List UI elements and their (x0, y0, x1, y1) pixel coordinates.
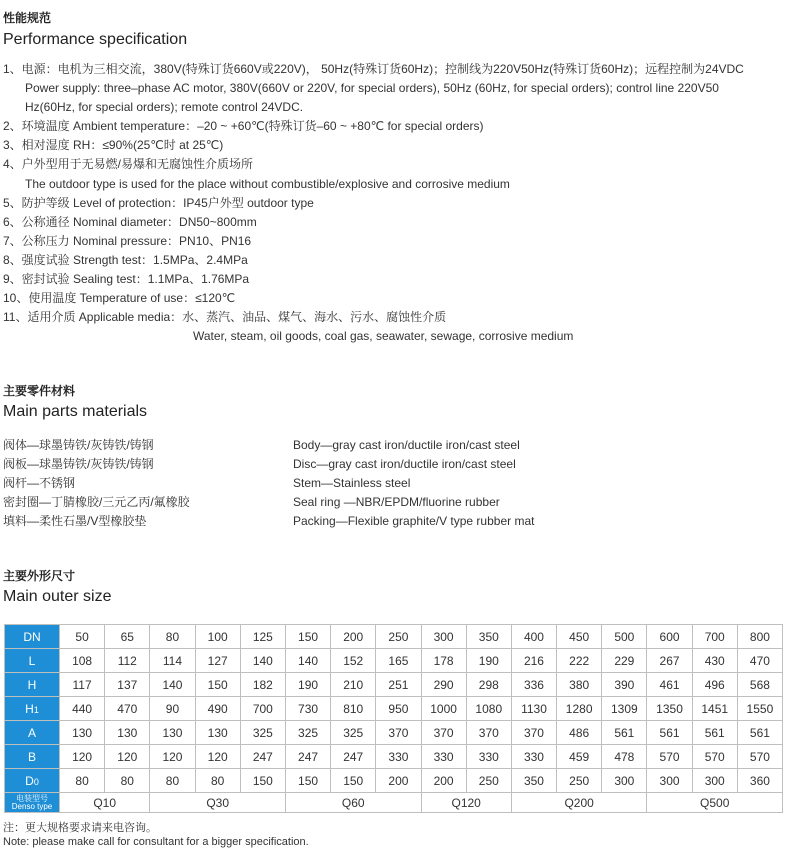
table-cell: 1350 (647, 697, 692, 721)
parts-materials-list (3, 436, 798, 531)
table-cell: 330 (421, 745, 466, 769)
table-cell: 325 (285, 721, 330, 745)
spec-line: Water, steam, oil goods, coal gas, seawater, sewage, corrosive medium (193, 329, 574, 344)
table-cell: 50 (60, 625, 105, 649)
table-cell: 90 (150, 697, 195, 721)
table-cell: 150 (331, 769, 376, 793)
table-cell: 1000 (421, 697, 466, 721)
table-cell: 390 (602, 673, 647, 697)
table-cell: 400 (511, 625, 556, 649)
table-cell: 325 (331, 721, 376, 745)
denso-type-label-en: Denso type (11, 801, 53, 811)
denso-type-label-cn: 电装型号 (16, 793, 48, 803)
table-row (5, 673, 783, 697)
parts-row (3, 512, 798, 531)
table-cell: 150 (285, 769, 330, 793)
spec-line: 3、相对湿度 RH：≤90%(25℃时 at 25℃) (3, 138, 224, 153)
table-cell: 360 (737, 769, 782, 793)
table-cell: 325 (240, 721, 285, 745)
performance-spec-list (3, 60, 798, 346)
row-header-label: H (25, 701, 34, 716)
table-cell: 65 (105, 625, 150, 649)
table-cell: 300 (692, 769, 737, 793)
table-cell: 470 (737, 649, 782, 673)
table-cell: 570 (647, 745, 692, 769)
table-cell: 496 (692, 673, 737, 697)
table-cell: 430 (692, 649, 737, 673)
table-cell: 247 (331, 745, 376, 769)
table-cell: 150 (240, 769, 285, 793)
part-name-cn: 密封圈—丁腈橡胶/三元乙丙/氟橡胶 (3, 495, 190, 509)
parts-title-en: Main parts materials (3, 403, 148, 420)
part-name-en: Stem—Stainless steel (293, 476, 411, 490)
parts-title-cn: 主要零件材料 (3, 384, 76, 398)
row-header-label: D (25, 773, 34, 788)
denso-type-header (5, 793, 60, 813)
row-header-label: B (27, 749, 36, 764)
part-name-en: Body—gray cast iron/ductile iron/cast steel (293, 438, 520, 452)
table-cell: 298 (466, 673, 511, 697)
note-cn: 注：更大规格要求请来电咨询。 (3, 822, 157, 834)
table-cell: 182 (240, 673, 285, 697)
denso-type-cell: Q500 (647, 793, 783, 813)
table-row (5, 649, 783, 673)
table-cell: 486 (557, 721, 602, 745)
table-cell: 190 (285, 673, 330, 697)
row-header (5, 745, 60, 769)
table-cell: 80 (195, 769, 240, 793)
table-cell: 200 (376, 769, 421, 793)
table-cell: 267 (647, 649, 692, 673)
table-cell: 140 (150, 673, 195, 697)
table-cell: 247 (240, 745, 285, 769)
parts-row (3, 436, 798, 455)
outer-size-title-cn: 主要外形尺寸 (3, 569, 76, 583)
table-cell: 336 (511, 673, 556, 697)
table-cell: 112 (105, 649, 150, 673)
table-cell: 1451 (692, 697, 737, 721)
parts-row (3, 493, 798, 512)
spec-line: The outdoor type is used for the place without combustible/explosive and corrosive medium (25, 176, 510, 191)
table-cell: 1080 (466, 697, 511, 721)
part-name-en: Packing—Flexible graphite/V type rubber mat (293, 514, 535, 528)
table-cell: 730 (285, 697, 330, 721)
table-cell: 570 (692, 745, 737, 769)
table-cell: 461 (647, 673, 692, 697)
table-row (5, 697, 783, 721)
table-cell: 250 (466, 769, 511, 793)
table-cell: 150 (195, 673, 240, 697)
table-cell: 140 (240, 649, 285, 673)
table-cell: 561 (692, 721, 737, 745)
row-header (5, 697, 60, 721)
table-cell: 130 (60, 721, 105, 745)
table-cell: 1550 (737, 697, 782, 721)
table-cell: 1280 (557, 697, 602, 721)
table-cell: 127 (195, 649, 240, 673)
spec-line: 2、环境温度 Ambient temperature：–20 ~ +60℃(特殊订货–60 ~ +80℃ for special orders) (3, 119, 484, 134)
table-cell: 120 (150, 745, 195, 769)
table-cell: 500 (602, 625, 647, 649)
table-cell: 125 (240, 625, 285, 649)
table-cell: 700 (240, 697, 285, 721)
table-cell: 152 (331, 649, 376, 673)
table-row (5, 745, 783, 769)
table-cell: 222 (557, 649, 602, 673)
spec-line: 4、户外型用于无易燃/易爆和无腐蚀性介质场所 (3, 157, 254, 172)
row-header-label: H (27, 677, 37, 692)
table-cell: 210 (331, 673, 376, 697)
part-name-cn: 阀杆—不锈钢 (3, 476, 76, 490)
table-cell: 130 (105, 721, 150, 745)
table-cell: 800 (737, 625, 782, 649)
table-row (5, 769, 783, 793)
spec-line: Hz(60Hz, for special orders); remote control 24VDC. (25, 100, 304, 115)
table-cell: 247 (285, 745, 330, 769)
table-cell: 370 (376, 721, 421, 745)
row-header-subscript: 1 (33, 704, 39, 715)
part-name-cn: 阀体—球墨铸铁/灰铸铁/铸钢 (3, 438, 154, 452)
table-cell: 130 (150, 721, 195, 745)
row-header-label: A (27, 725, 36, 740)
table-cell: 108 (60, 649, 105, 673)
table-cell: 370 (511, 721, 556, 745)
table-cell: 80 (60, 769, 105, 793)
denso-type-row (5, 793, 783, 813)
table-cell: 600 (647, 625, 692, 649)
spec-line: 8、强度试验 Strength test：1.5MPa、2.4MPa (3, 252, 248, 267)
part-name-cn: 阀板—球墨铸铁/灰铸铁/铸钢 (3, 457, 154, 471)
table-cell: 137 (105, 673, 150, 697)
denso-type-cell: Q30 (150, 793, 286, 813)
spec-line: 1、电源：电机为三相交流，380V(特殊订货660V或220V)， 50Hz(特殊订货60Hz)；控制线为220V50Hz(特殊订货60Hz)；远程控制为24VDC (3, 62, 744, 76)
part-name-cn: 填料—柔性石墨/V型橡胶垫 (3, 514, 147, 528)
spec-line: 5、防护等级 Level of protection：IP45户外型 outdoor type (3, 195, 314, 210)
denso-type-cell: Q120 (421, 793, 511, 813)
row-header (5, 649, 60, 673)
part-name-en: Seal ring —NBR/EPDM/fluorine rubber (293, 495, 500, 509)
row-header (5, 769, 60, 793)
table-cell: 150 (285, 625, 330, 649)
performance-title-cn: 性能规范 (3, 11, 52, 25)
table-cell: 1309 (602, 697, 647, 721)
table-cell: 80 (150, 769, 195, 793)
table-row (5, 721, 783, 745)
table-cell: 290 (421, 673, 466, 697)
row-header-label: DN (23, 629, 41, 644)
table-cell: 380 (557, 673, 602, 697)
table-cell: 490 (195, 697, 240, 721)
table-cell: 100 (195, 625, 240, 649)
spec-line: 6、公称通径 Nominal diameter：DN50~800mm (3, 214, 257, 229)
table-cell: 700 (692, 625, 737, 649)
table-cell: 250 (557, 769, 602, 793)
part-name-en: Disc—gray cast iron/ductile iron/cast steel (293, 457, 516, 471)
table-cell: 178 (421, 649, 466, 673)
table-cell: 120 (195, 745, 240, 769)
table-cell: 330 (466, 745, 511, 769)
table-cell: 568 (737, 673, 782, 697)
denso-type-cell: Q10 (60, 793, 150, 813)
parts-row (3, 474, 798, 493)
table-cell: 470 (105, 697, 150, 721)
table-cell: 130 (195, 721, 240, 745)
spec-line: 11、适用介质 Applicable media：水、蒸汽、油品、煤气、海水、污水、腐蚀性介质 (3, 310, 447, 325)
denso-type-cell: Q200 (511, 793, 647, 813)
row-header-label: L (28, 653, 36, 668)
table-cell: 190 (466, 649, 511, 673)
table-cell: 459 (557, 745, 602, 769)
note-en: Note: please make call for consultant for a bigger specification. (3, 836, 309, 848)
table-cell: 450 (557, 625, 602, 649)
table-cell: 478 (602, 745, 647, 769)
table-cell: 80 (150, 625, 195, 649)
table-cell: 440 (60, 697, 105, 721)
table-cell: 561 (647, 721, 692, 745)
table-cell: 561 (737, 721, 782, 745)
spec-line: 9、密封试验 Sealing test：1.1MPa、1.76MPa (3, 272, 250, 287)
table-cell: 370 (421, 721, 466, 745)
outer-size-title-en: Main outer size (3, 588, 112, 605)
row-header-subscript: 0 (33, 776, 39, 787)
performance-title-en: Performance specification (3, 31, 188, 48)
table-cell: 117 (60, 673, 105, 697)
table-cell: 216 (511, 649, 556, 673)
table-cell: 1130 (511, 697, 556, 721)
table-cell: 300 (602, 769, 647, 793)
spec-line: Power supply: three–phase AC motor, 380V(660V or 220V, for special orders), 50Hz (60Hz, for special orders); control line 220V50 (25, 81, 719, 96)
table-cell: 250 (376, 625, 421, 649)
table-cell: 330 (376, 745, 421, 769)
table-cell: 810 (331, 697, 376, 721)
spec-line: 7、公称压力 Nominal pressure：PN10、PN16 (3, 233, 252, 248)
parts-row (3, 455, 798, 474)
spec-line: 10、使用温度 Temperature of use：≤120℃ (3, 291, 236, 306)
table-cell: 950 (376, 697, 421, 721)
table-cell: 165 (376, 649, 421, 673)
table-cell: 200 (421, 769, 466, 793)
outer-size-table (4, 624, 783, 813)
table-cell: 300 (647, 769, 692, 793)
table-cell: 251 (376, 673, 421, 697)
table-cell: 120 (60, 745, 105, 769)
table-cell: 350 (511, 769, 556, 793)
table-cell: 370 (466, 721, 511, 745)
table-cell: 120 (105, 745, 150, 769)
table-cell: 80 (105, 769, 150, 793)
table-cell: 200 (331, 625, 376, 649)
table-cell: 300 (421, 625, 466, 649)
denso-type-cell: Q60 (285, 793, 421, 813)
row-header (5, 625, 60, 649)
table-cell: 570 (737, 745, 782, 769)
table-cell: 114 (150, 649, 195, 673)
row-header (5, 673, 60, 697)
table-cell: 350 (466, 625, 511, 649)
row-header (5, 721, 60, 745)
table-cell: 140 (285, 649, 330, 673)
table-row (5, 625, 783, 649)
table-cell: 561 (602, 721, 647, 745)
table-cell: 330 (511, 745, 556, 769)
table-cell: 229 (602, 649, 647, 673)
